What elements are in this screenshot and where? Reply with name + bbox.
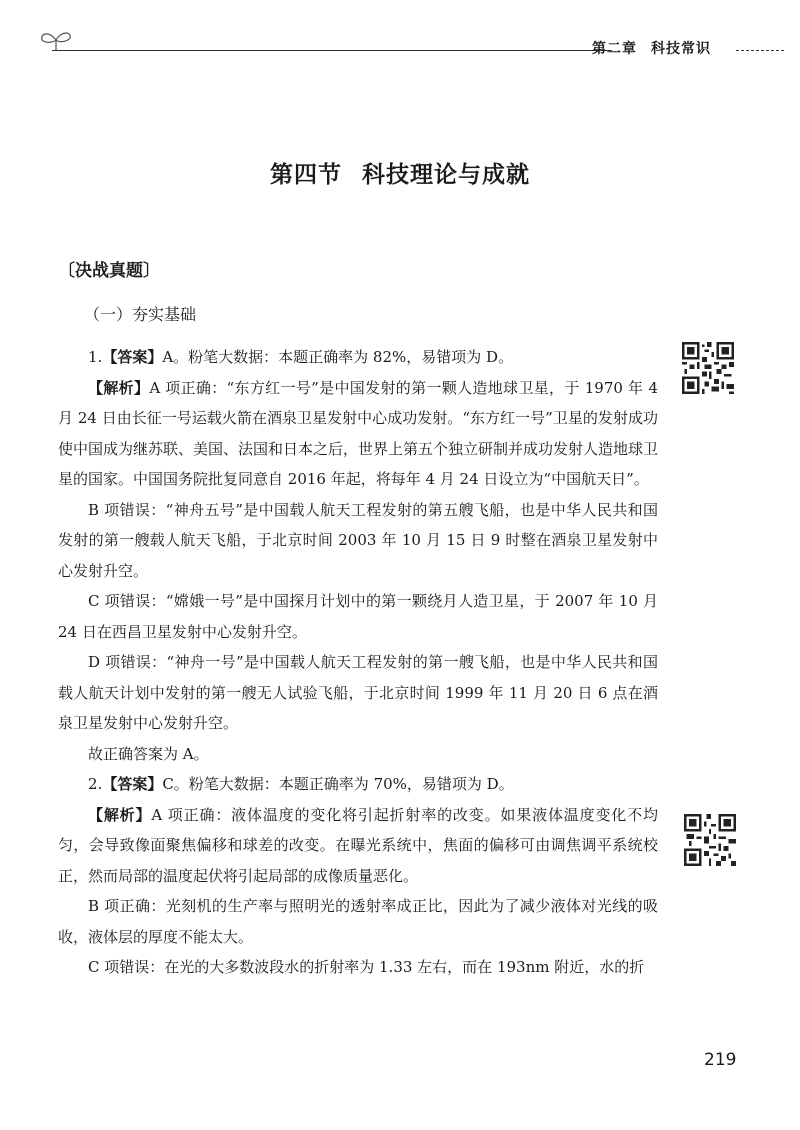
q2-analysis-a xyxy=(58,800,658,892)
q2-answer-text: C。粉笔大数据：本题正确率为 70%，易错项为 D。 xyxy=(162,775,514,793)
answer-tag: 【答案】 xyxy=(102,348,163,366)
qr-code-icon[interactable] xyxy=(684,814,736,866)
q1-option-a-text: A 项正确：“东方红一号”是中国发射的第一颗人造地球卫星，于 1970 年 4 月 24 日由长征一号运载火箭在酒泉卫星发射中心成功发射。“东方红一号”卫星的发射成功使中国成为继苏联、美国、法国和日本之后，世界上第五个独立研制并成功发射人造地球卫星的国家。中国国务院批复同意自 2016 年起，将每年 4 月 24 日设立为“中国航天日”。 xyxy=(58,378,659,488)
subsection-title: （一）夯实基础 xyxy=(84,305,197,324)
running-header xyxy=(592,38,725,58)
q2-answer xyxy=(58,769,658,800)
q1-option-b: B 项错误：“神舟五号”是中国载人航天工程发射的第五艘飞船，也是中华人民共和国发射的第一艘载人航天飞船，于北京时间 2003 年 10 月 15 日 9 时整在酒泉卫星发射中心发射升空。 xyxy=(58,500,658,580)
q1-analysis-a xyxy=(58,373,658,495)
section-number: 第四节 xyxy=(270,162,342,188)
analysis-tag: 【解析】 xyxy=(88,805,152,824)
chapter-label: 第二章 xyxy=(592,41,637,57)
answer-body xyxy=(58,342,658,983)
answer-tag: 【答案】 xyxy=(102,775,163,793)
q2-option-b: B 项正确：光刻机的生产率与照明光的透射率成正比，因此为了减少液体对光线的吸收，液体层的厚度不能太大。 xyxy=(58,897,658,946)
topic-label: 科技常识 xyxy=(651,41,711,57)
q1-option-c: C 项错误：“嫦娥一号”是中国探月计划中的第一颗绕月人造卫星，于 2007 年 10 月 24 日在西昌卫星发射中心发射升空。 xyxy=(58,592,658,641)
sprout-icon xyxy=(38,28,74,52)
q1-option-d: D 项错误：“神舟一号”是中国载人航天工程发射的第一艘飞船，也是中华人民共和国载人航天计划中发射的第一艘无人试验飞船，于北京时间 1999 年 11 月 20 日 6 点在酒泉卫星发射中心发射升空。 xyxy=(58,653,658,732)
q1-answer-text: A。粉笔大数据：本题正确率为 82%，易错项为 D。 xyxy=(162,348,514,366)
header-rule xyxy=(52,50,612,51)
qr-code-icon[interactable] xyxy=(682,342,734,394)
q2-option-a-text: A 项正确：液体温度的变化将引起折射率的改变。如果液体温度变化不均匀，会导致像面聚焦偏移和球差的改变。在曝光系统中，焦面的偏移可由调焦调平系统校正，然而局部的温度起伏将引起局部的成像质量恶化。 xyxy=(58,805,658,885)
q2-number: 2. xyxy=(88,775,103,793)
q1-answer xyxy=(58,342,658,373)
section-name: 科技理论与成就 xyxy=(362,162,530,188)
q1-number: 1. xyxy=(88,348,103,366)
section-title xyxy=(0,156,800,189)
page-number: 219 xyxy=(704,1050,737,1070)
header-dash xyxy=(736,50,784,51)
q1-conclusion: 故正确答案为 A。 xyxy=(88,744,209,763)
q2-option-c: C 项错误：在光的大多数波段水的折射率为 1.33 左右，而在 193nm 附近，水的折 xyxy=(88,958,645,976)
analysis-tag: 【解析】 xyxy=(88,378,150,397)
exam-label: 〔决战真题〕 xyxy=(58,261,160,281)
